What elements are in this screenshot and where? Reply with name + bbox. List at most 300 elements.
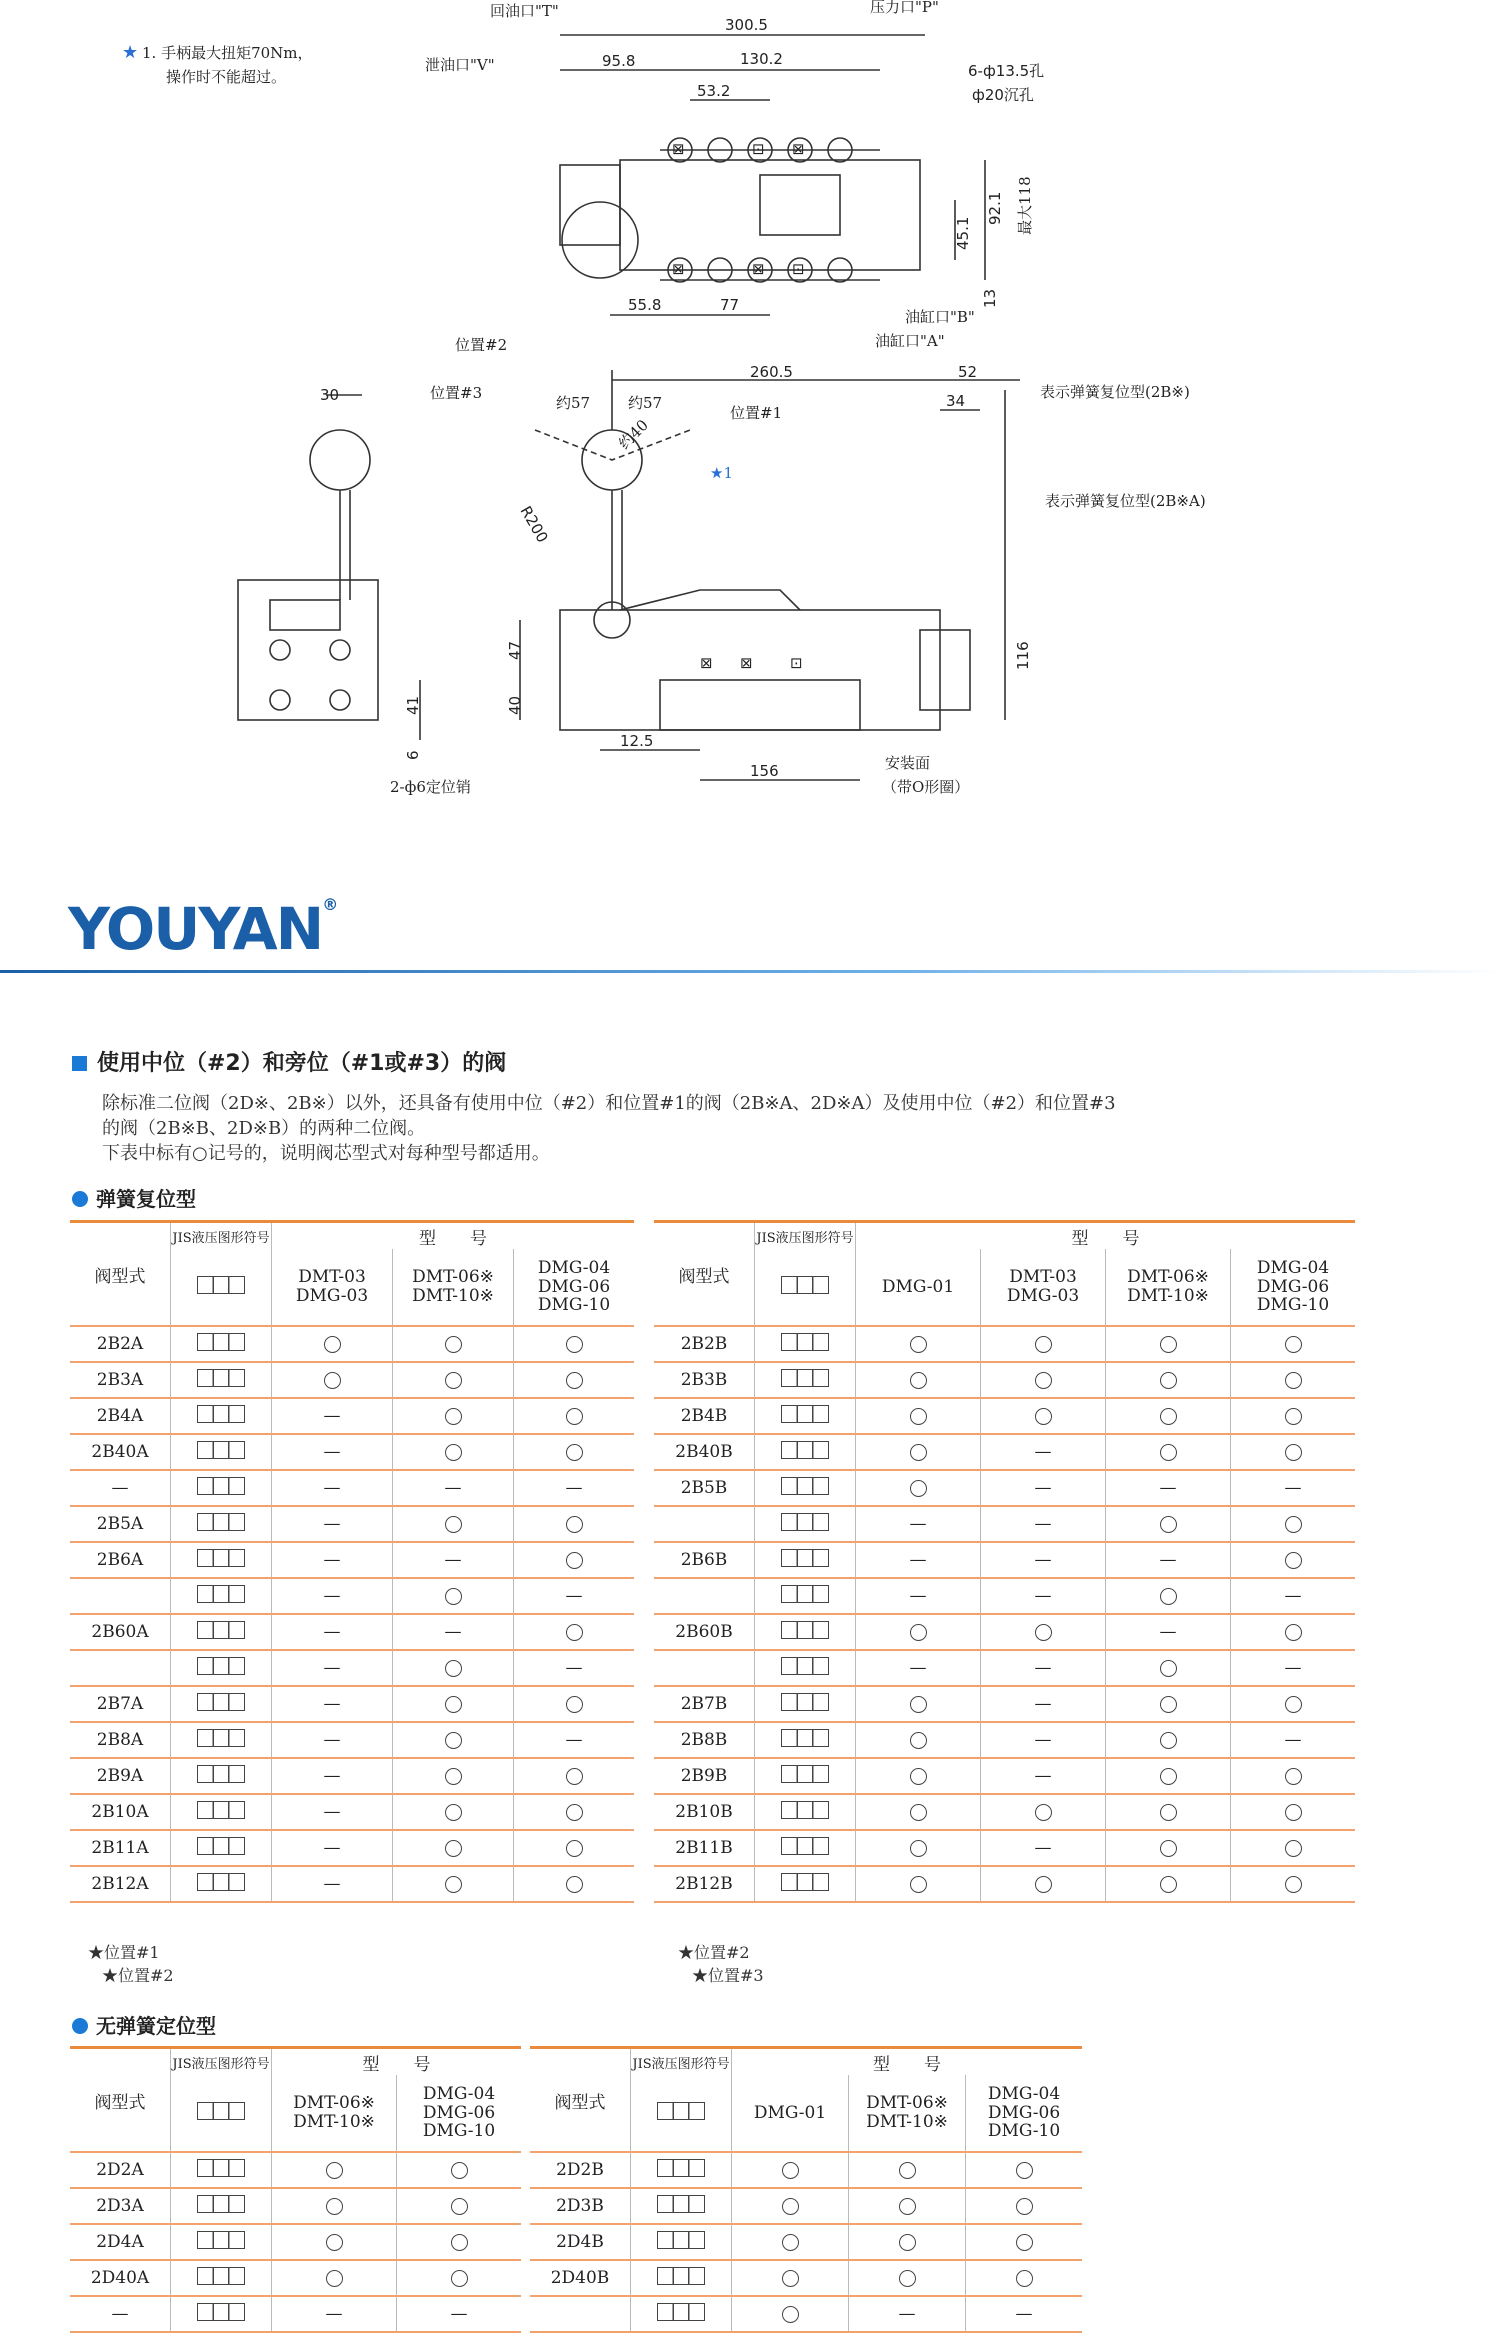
jis-symbol-header: JIS液压图形符号	[631, 2048, 732, 2076]
mount-face-label: 安装面	[885, 754, 931, 772]
applicable-circle-icon	[1160, 1876, 1177, 1893]
model-column-header: DMG-04 DMG-06 DMG-10	[397, 2075, 522, 2152]
applicable-circle-icon	[910, 1336, 927, 1353]
model-column-header: DMT-06※ DMT-10※	[393, 1249, 514, 1326]
applicable-circle-icon	[566, 1372, 583, 1389]
applicable-circle-icon	[566, 1552, 583, 1569]
applicability-cell: —	[272, 1578, 393, 1614]
applicable-circle-icon	[1285, 1444, 1302, 1461]
handle-torque-note-line1: 1. 手柄最大扭矩70Nm，	[142, 44, 313, 62]
symbol-cell	[171, 1326, 272, 1362]
applicability-cell	[1106, 1686, 1231, 1722]
port-a-label: 油缸口"A"	[875, 332, 945, 350]
applicable-circle-icon	[445, 1588, 462, 1605]
applicability-cell: —	[393, 1614, 514, 1650]
applicability-cell: —	[272, 1470, 393, 1506]
spool-type-cell: 2B7B	[654, 1686, 755, 1722]
applicable-circle-icon	[899, 2162, 916, 2179]
applicable-circle-icon	[782, 2198, 799, 2215]
applicability-cell	[397, 2188, 522, 2224]
symbol-cell	[631, 2188, 732, 2224]
applicable-circle-icon	[910, 1768, 927, 1785]
dim-92-1: 92.1	[986, 191, 1004, 225]
return-port-label: 回油口"T"	[490, 2, 559, 20]
counterbore-label: ф20沉孔	[972, 86, 1034, 104]
valve-spool-table	[654, 1220, 1355, 1903]
jis-symbol-icon	[197, 2102, 245, 2120]
applicability-cell: —	[1106, 1542, 1231, 1578]
spool-type-cell: 2B4A	[70, 1398, 171, 1434]
symbol-cell	[755, 1614, 856, 1650]
holes-label: 6-ф13.5孔	[968, 62, 1045, 80]
spool-type-cell: 2B12B	[654, 1866, 755, 1902]
applicability-cell: —	[272, 1398, 393, 1434]
applicability-cell	[856, 1326, 981, 1362]
spool-type-cell: 2B10A	[70, 1794, 171, 1830]
svg-text:⊠: ⊠	[792, 140, 805, 158]
applicable-circle-icon	[326, 2234, 343, 2251]
applicable-circle-icon	[1035, 1624, 1052, 1641]
applicability-cell	[856, 1722, 981, 1758]
applicable-circle-icon	[566, 1336, 583, 1353]
applicability-cell	[514, 1758, 635, 1794]
jis-symbol-icon	[657, 2159, 705, 2177]
spool-type-cell: 2D4A	[70, 2224, 171, 2260]
applicable-circle-icon	[899, 2234, 916, 2251]
symbol-cell	[755, 1326, 856, 1362]
applicable-circle-icon	[1285, 1516, 1302, 1533]
applicability-cell	[1106, 1830, 1231, 1866]
applicable-circle-icon	[566, 1876, 583, 1893]
jis-symbol-icon	[781, 1549, 829, 1567]
approx-40: 约40	[615, 415, 652, 453]
applicability-cell	[1106, 1794, 1231, 1830]
table-row	[70, 1578, 634, 1614]
applicability-cell	[732, 2188, 849, 2224]
spool-type-cell: 2D40A	[70, 2260, 171, 2296]
jis-symbol-icon	[657, 2195, 705, 2213]
spool-type-cell: 2D2A	[70, 2152, 171, 2188]
applicable-circle-icon	[910, 1444, 927, 1461]
applicability-cell	[514, 1506, 635, 1542]
applicable-circle-icon	[899, 2270, 916, 2287]
dim-52: 52	[958, 363, 978, 381]
applicability-cell	[981, 1866, 1106, 1902]
spool-type-cell: 2D2B	[530, 2152, 631, 2188]
spring-right-table	[654, 1220, 1355, 1903]
applicability-cell	[856, 1758, 981, 1794]
applicability-cell	[981, 1362, 1106, 1398]
applicability-cell	[393, 1326, 514, 1362]
applicable-circle-icon	[1285, 1372, 1302, 1389]
applicable-circle-icon	[910, 1732, 927, 1749]
jis-symbol-icon	[197, 2195, 245, 2213]
jis-symbol-icon	[781, 1369, 829, 1387]
applicable-circle-icon	[1285, 1624, 1302, 1641]
applicable-circle-icon	[1285, 1840, 1302, 1857]
applicability-cell: —	[514, 1650, 635, 1686]
detent-heading: 无弹簧定位型	[72, 2010, 216, 2039]
spool-type-cell: 2D3B	[530, 2188, 631, 2224]
symbol-cell	[171, 1866, 272, 1902]
applicability-cell: —	[1231, 1470, 1356, 1506]
applicability-cell	[732, 2260, 849, 2296]
table-row	[70, 2224, 521, 2260]
spring-left-table	[70, 1220, 634, 1903]
applicable-circle-icon	[910, 1804, 927, 1821]
applicability-cell: —	[981, 1650, 1106, 1686]
symbol-cell	[171, 1686, 272, 1722]
applicability-cell	[849, 2260, 966, 2296]
applicability-cell	[1231, 1614, 1356, 1650]
spool-type-cell	[654, 1578, 755, 1614]
jis-symbol-icon	[657, 2267, 705, 2285]
applicable-circle-icon	[451, 2198, 468, 2215]
position-3-label: 位置#3	[430, 384, 483, 402]
symbol-cell	[171, 1650, 272, 1686]
applicable-circle-icon	[1160, 1732, 1177, 1749]
applicability-cell	[1231, 1866, 1356, 1902]
jis-symbol-icon	[197, 2231, 245, 2249]
applicability-cell	[1106, 1398, 1231, 1434]
spool-type-cell	[654, 1506, 755, 1542]
symbol-cell	[171, 2152, 272, 2188]
svg-text:⊠: ⊠	[700, 654, 713, 672]
applicability-cell	[732, 2152, 849, 2188]
applicable-circle-icon	[1160, 1516, 1177, 1533]
table-row	[654, 1506, 1355, 1542]
applicability-cell	[1106, 1578, 1231, 1614]
applicability-cell	[514, 1398, 635, 1434]
spool-type-cell: 2B8A	[70, 1722, 171, 1758]
drain-port-label: 泄油口"V"	[425, 56, 495, 74]
applicability-cell	[966, 2260, 1083, 2296]
svg-text:⊠: ⊠	[752, 260, 765, 278]
jis-symbol-icon	[781, 1873, 829, 1891]
applicable-circle-icon	[445, 1732, 462, 1749]
applicability-cell: —	[966, 2296, 1083, 2332]
applicability-cell: —	[514, 1722, 635, 1758]
applicable-circle-icon	[1160, 1336, 1177, 1353]
applicability-cell	[981, 1398, 1106, 1434]
spool-type-cell: 2B3A	[70, 1362, 171, 1398]
spool-type-cell: —	[70, 2296, 171, 2332]
applicability-cell	[1231, 1362, 1356, 1398]
section-title: 使用中位（#2）和旁位（#1或#3）的阀	[72, 1046, 506, 1077]
dim-156: 156	[750, 762, 779, 780]
applicability-cell	[514, 1614, 635, 1650]
applicable-circle-icon	[1016, 2234, 1033, 2251]
spring-2b-label: 表示弹簧复位型(2B※)	[1040, 383, 1190, 401]
applicability-cell	[514, 1830, 635, 1866]
jis-symbol-icon	[197, 2267, 245, 2285]
table-row	[70, 1650, 634, 1686]
applicability-cell: —	[981, 1758, 1106, 1794]
table-row	[654, 1470, 1355, 1506]
dim-6: 6	[404, 750, 422, 760]
dim-55-8: 55.8	[628, 296, 662, 314]
max-118-label: 最大118	[1016, 176, 1034, 235]
model-column-header: DMG-01	[732, 2075, 849, 2152]
applicable-circle-icon	[782, 2162, 799, 2179]
applicability-cell	[849, 2188, 966, 2224]
dim-116: 116	[1014, 641, 1032, 670]
applicability-cell: —	[514, 1470, 635, 1506]
symbol-cell	[171, 1434, 272, 1470]
dim-30: 30	[320, 386, 340, 404]
applicability-cell	[981, 1794, 1106, 1830]
applicability-cell	[514, 1362, 635, 1398]
applicability-cell	[1231, 1398, 1356, 1434]
symbol-cell	[171, 1542, 272, 1578]
spring-left-legend	[88, 1940, 174, 1986]
table-row	[654, 1686, 1355, 1722]
jis-symbol-icon	[657, 2102, 705, 2120]
applicability-cell	[514, 1794, 635, 1830]
applicable-circle-icon	[1285, 1696, 1302, 1713]
spool-type-cell: 2B11B	[654, 1830, 755, 1866]
applicable-circle-icon	[782, 2234, 799, 2251]
spool-type-cell	[530, 2296, 631, 2332]
applicability-cell	[514, 1434, 635, 1470]
table-row	[70, 1686, 634, 1722]
applicability-cell: —	[856, 1578, 981, 1614]
applicable-circle-icon	[451, 2270, 468, 2287]
applicability-cell: —	[272, 1434, 393, 1470]
applicable-circle-icon	[1016, 2162, 1033, 2179]
applicability-cell	[393, 1722, 514, 1758]
applicability-cell	[1106, 1722, 1231, 1758]
symbol-cell	[755, 1650, 856, 1686]
valve-spool-table	[70, 2046, 521, 2333]
symbol-cell	[631, 2296, 732, 2332]
applicability-cell	[393, 1794, 514, 1830]
applicability-cell: —	[272, 1830, 393, 1866]
spool-type-cell: 2D40B	[530, 2260, 631, 2296]
applicable-circle-icon	[445, 1696, 462, 1713]
applicable-circle-icon	[326, 2198, 343, 2215]
applicable-circle-icon	[445, 1768, 462, 1785]
applicability-cell	[856, 1794, 981, 1830]
applicability-cell	[849, 2152, 966, 2188]
type-column-header: 阀型式	[70, 1222, 171, 1327]
table-row	[70, 1398, 634, 1434]
table-row	[654, 1434, 1355, 1470]
svg-text:⊡: ⊡	[790, 654, 803, 672]
applicability-cell: —	[272, 1794, 393, 1830]
dim-300-5: 300.5	[725, 16, 768, 34]
jis-symbol-icon	[781, 1837, 829, 1855]
applicability-cell: —	[856, 1506, 981, 1542]
spool-type-cell: 2B60A	[70, 1614, 171, 1650]
legend-position-3: ★位置#3	[692, 1966, 764, 1985]
applicable-circle-icon	[910, 1624, 927, 1641]
table-row	[654, 1650, 1355, 1686]
applicability-cell	[1231, 1542, 1356, 1578]
spool-type-cell: 2B6A	[70, 1542, 171, 1578]
applicable-circle-icon	[1285, 1804, 1302, 1821]
symbol-cell	[171, 1614, 272, 1650]
port-b-label: 油缸口"B"	[905, 308, 975, 326]
model-column-header: DMG-01	[856, 1249, 981, 1326]
applicable-circle-icon	[910, 1696, 927, 1713]
symbol-cell	[755, 1794, 856, 1830]
symbol-cell	[755, 1542, 856, 1578]
table-row	[70, 1866, 634, 1902]
dim-41: 41	[404, 695, 422, 715]
applicability-cell: —	[981, 1506, 1106, 1542]
applicable-circle-icon	[910, 1840, 927, 1857]
jis-symbol-icon	[197, 1765, 245, 1783]
table-row	[70, 1506, 634, 1542]
applicable-circle-icon	[445, 1840, 462, 1857]
applicability-cell	[856, 1686, 981, 1722]
jis-symbol-icon	[781, 1693, 829, 1711]
valve-dimension-drawing	[0, 0, 1500, 820]
type-column-header: 阀型式	[70, 2048, 171, 2153]
applicability-cell: —	[849, 2296, 966, 2332]
symbol-cell	[171, 1362, 272, 1398]
dim-12-5: 12.5	[620, 732, 654, 750]
dim-47: 47	[506, 640, 524, 660]
applicable-circle-icon	[445, 1660, 462, 1677]
svg-text:⊠: ⊠	[672, 140, 685, 158]
applicability-cell	[856, 1398, 981, 1434]
symbol-cell	[631, 2152, 732, 2188]
table-row	[70, 1614, 634, 1650]
square-bullet-icon	[72, 1056, 87, 1071]
detent-right-table	[530, 2046, 1082, 2333]
applicability-cell	[856, 1434, 981, 1470]
dim-13: 13	[981, 288, 999, 308]
pressure-port-label: 压力口"P"	[870, 0, 939, 16]
youyan-logo: YOUYAN®	[68, 895, 337, 963]
table-row	[70, 1434, 634, 1470]
spring-2ba-label: 表示弹簧复位型(2B※A)	[1045, 492, 1206, 510]
svg-text:⊠: ⊠	[672, 260, 685, 278]
applicability-cell	[1231, 1326, 1356, 1362]
table-row	[70, 2296, 521, 2332]
applicability-cell	[1231, 1434, 1356, 1470]
applicable-circle-icon	[1035, 1372, 1052, 1389]
model-column-header: DMG-04 DMG-06 DMG-10	[966, 2075, 1083, 2152]
table-row	[530, 2152, 1082, 2188]
applicability-cell	[1106, 1362, 1231, 1398]
table-row	[70, 1542, 634, 1578]
spool-type-cell: 2B2B	[654, 1326, 755, 1362]
symbol-cell	[171, 1830, 272, 1866]
applicability-cell: —	[981, 1542, 1106, 1578]
model-column-header: DMT-06※ DMT-10※	[272, 2075, 397, 2152]
spool-type-cell: 2B8B	[654, 1722, 755, 1758]
oring-label: （带O形圈）	[882, 778, 970, 796]
dim-53-2: 53.2	[697, 82, 731, 100]
applicability-cell: —	[272, 1866, 393, 1902]
jis-symbol-icon	[781, 1477, 829, 1495]
applicable-circle-icon	[445, 1804, 462, 1821]
applicable-circle-icon	[1160, 1372, 1177, 1389]
approx-57-a: 约57	[556, 394, 591, 412]
applicability-cell: —	[981, 1434, 1106, 1470]
jis-symbol-header: JIS液压图形符号	[171, 2048, 272, 2076]
jis-symbol-icon	[197, 1873, 245, 1891]
spool-type-cell: 2B4B	[654, 1398, 755, 1434]
applicability-cell: —	[272, 1506, 393, 1542]
applicability-cell: —	[272, 2296, 397, 2332]
applicable-circle-icon	[445, 1516, 462, 1533]
applicability-cell	[1231, 1758, 1356, 1794]
applicable-circle-icon	[566, 1840, 583, 1857]
spool-type-cell: 2D4B	[530, 2224, 631, 2260]
applicable-circle-icon	[1285, 1408, 1302, 1425]
section-paragraph-2: 的阀（2B※B、2D※B）的两种二位阀。	[102, 1118, 426, 1139]
table-row	[70, 1326, 634, 1362]
jis-symbol-icon	[197, 1729, 245, 1747]
spool-type-cell: 2B7A	[70, 1686, 171, 1722]
applicable-circle-icon	[326, 2162, 343, 2179]
applicability-cell	[732, 2296, 849, 2332]
table-row	[654, 1578, 1355, 1614]
applicability-cell: —	[272, 1614, 393, 1650]
legend-position-2: ★位置#2	[102, 1966, 174, 1985]
table-row	[530, 2296, 1082, 2332]
applicability-cell: —	[981, 1830, 1106, 1866]
applicable-circle-icon	[1160, 1696, 1177, 1713]
jis-symbol-icon	[781, 1765, 829, 1783]
applicable-circle-icon	[445, 1444, 462, 1461]
symbol-cell	[171, 1758, 272, 1794]
applicable-circle-icon	[1160, 1840, 1177, 1857]
dim-34: 34	[946, 392, 966, 410]
applicable-circle-icon	[1285, 1552, 1302, 1569]
valve-spool-table	[70, 1220, 634, 1903]
applicable-circle-icon	[1160, 1588, 1177, 1605]
logo-divider	[0, 970, 1500, 973]
applicability-cell	[514, 1686, 635, 1722]
applicability-cell	[1106, 1866, 1231, 1902]
applicable-circle-icon	[566, 1516, 583, 1533]
applicability-cell	[1106, 1650, 1231, 1686]
applicable-circle-icon	[1160, 1408, 1177, 1425]
model-column-header: DMT-03 DMG-03	[981, 1249, 1106, 1326]
jis-symbol-icon	[197, 1333, 245, 1351]
applicability-cell	[1231, 1686, 1356, 1722]
applicability-cell	[856, 1614, 981, 1650]
applicability-cell	[966, 2188, 1083, 2224]
svg-text:⊡: ⊡	[792, 260, 805, 278]
symbol-cell	[171, 1470, 272, 1506]
symbol-cell	[755, 1686, 856, 1722]
jis-symbol-header: JIS液压图形符号	[171, 1222, 272, 1250]
applicability-cell	[514, 1866, 635, 1902]
jis-symbol-icon	[197, 1405, 245, 1423]
applicable-circle-icon	[1035, 1336, 1052, 1353]
applicability-cell	[393, 1686, 514, 1722]
applicability-cell	[393, 1398, 514, 1434]
symbol-cell	[171, 2224, 272, 2260]
applicable-circle-icon	[1160, 1768, 1177, 1785]
table-row	[654, 1758, 1355, 1794]
applicability-cell	[856, 1362, 981, 1398]
model-column-header: DMT-06※ DMT-10※	[1106, 1249, 1231, 1326]
dim-40: 40	[506, 695, 524, 715]
applicability-cell	[272, 2188, 397, 2224]
jis-symbol-icon	[197, 1441, 245, 1459]
section-paragraph-1: 除标准二位阀（2D※、2B※）以外，还具备有使用中位（#2）和位置#1的阀（2B※A、2D※A）及使用中位（#2）和位置#3	[102, 1093, 1116, 1114]
symbol-cell	[171, 2188, 272, 2224]
applicable-circle-icon	[1285, 1768, 1302, 1785]
applicability-cell	[272, 1326, 393, 1362]
